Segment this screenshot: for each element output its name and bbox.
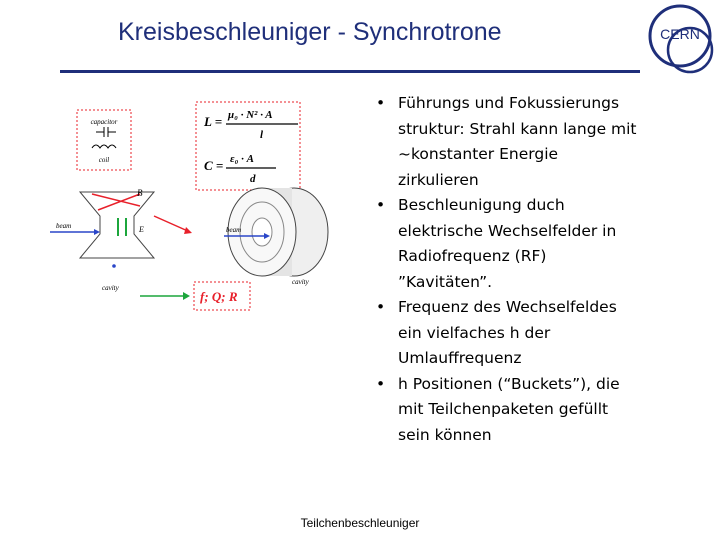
bullet-line: Radiofrequenz (RF) [398,247,547,265]
bullet-line: h Positionen (“Buckets”), die [398,374,620,393]
bullet-line: mit Teilchenpaketen gefüllt [398,400,609,418]
title-underline [60,70,652,73]
slide-title: Kreisbeschleuniger - Synchrotrone [118,18,502,46]
bullet-line: Umlauffrequenz [398,349,522,367]
beam-label-left: beam [56,222,72,230]
bullet-dot: • [376,374,386,393]
capacitance-numerator: ε₀ · A [230,153,254,165]
bullet-dot: • [376,94,386,112]
inductance-numerator: μ₀ · N² · A [228,109,273,121]
capacitance-lhs: C = [204,158,224,173]
bullet-line: ein vielfaches h der [398,323,551,342]
bullet-line: struktur: Strahl kann lange mit [398,119,637,138]
cern-logo [640,0,720,78]
bullet-list [370,91,690,448]
bullet-line: zirkulieren [398,170,479,189]
bullet-item [370,91,690,193]
capacitance-denominator: d [250,173,256,185]
bullet-dot: • [376,196,386,214]
inductance-lhs: L = [204,114,223,129]
bullet-dot: • [376,298,386,316]
coil-label: coil [98,156,110,164]
beam-label-right: beam [226,226,242,234]
bullet-line: elektrische Wechselfelder in [398,221,617,240]
cavity-label-right: cavity [292,278,309,286]
e-field-label: E [139,225,144,234]
bullet-item [370,372,690,449]
bullet-item [370,295,690,372]
inductance-denominator: l [260,129,264,141]
bullet-line: ”Kavitäten”. [398,272,493,291]
bullet-line: sein können [398,425,492,444]
bullet-item [370,193,690,295]
bullet-line: Frequenz des Wechselfeldes [398,298,617,316]
capacitor-label: capacitor [90,118,118,126]
bullet-line: ~konstanter Energie [398,145,559,163]
bullet-line: Beschleunigung duch [398,196,565,214]
bullet-line: Führungs und Fokussierungs [398,94,620,112]
b-field-label: B [137,188,143,198]
cavity-label-left: cavity [102,284,119,292]
svg-text:CERN: CERN [660,26,700,42]
footer-text: Teilchenbeschleuniger [300,516,420,530]
rf-cavity-figure [40,96,360,326]
fqr-label: f; Q; R [200,289,238,304]
